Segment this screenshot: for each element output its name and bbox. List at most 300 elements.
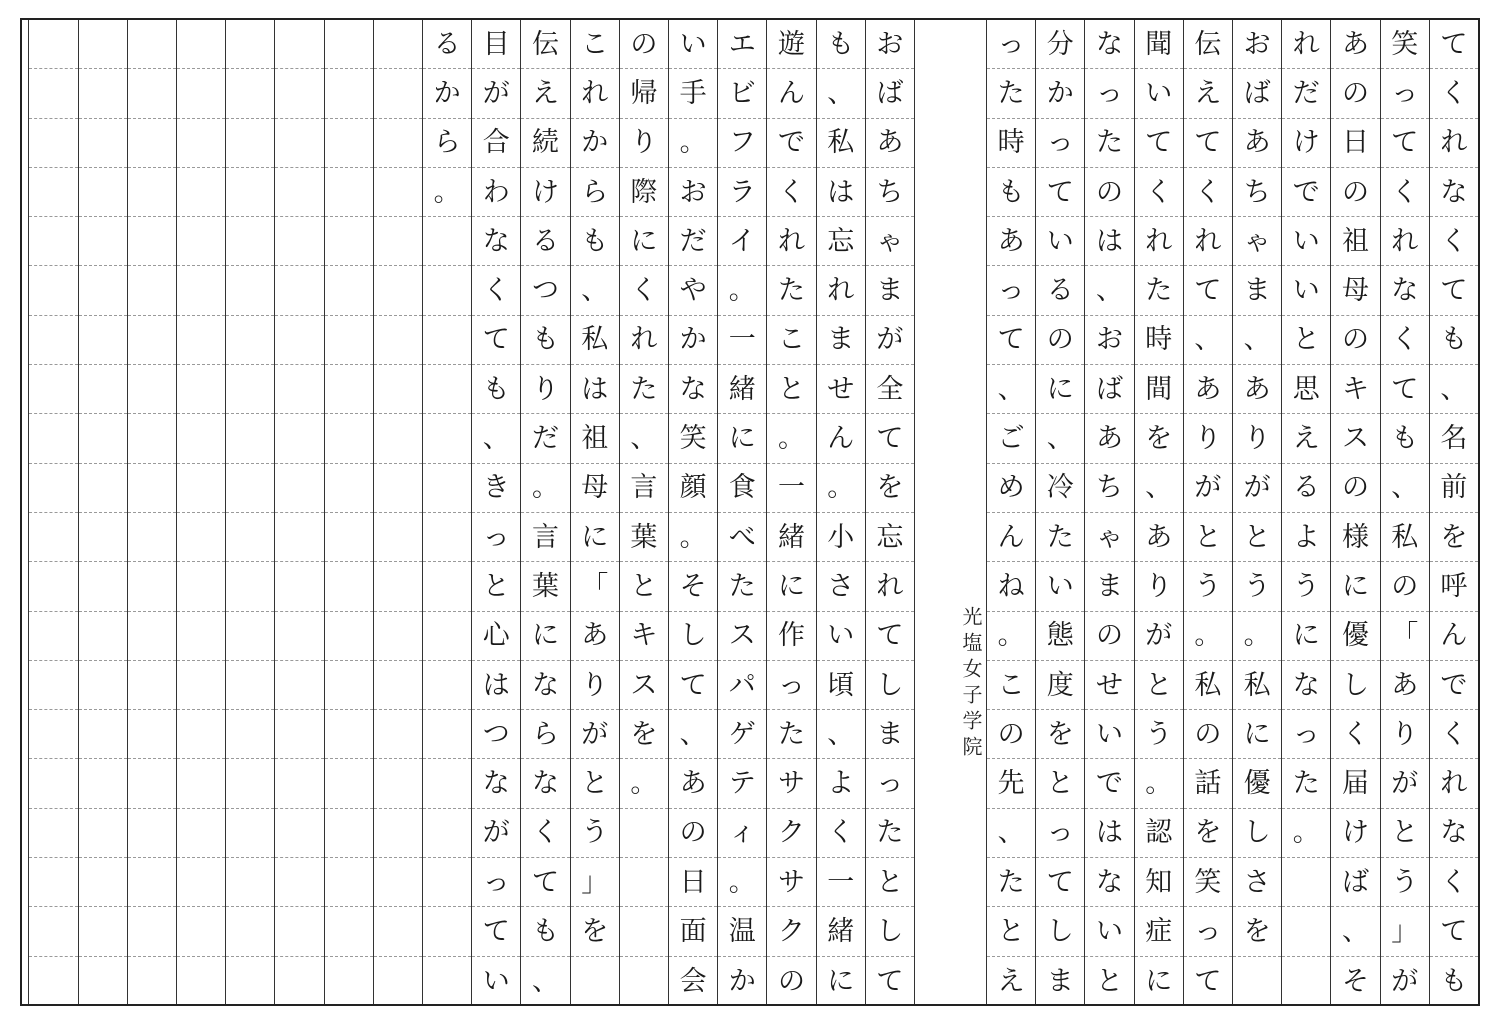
manuscript-cell: し (1331, 661, 1379, 710)
manuscript-cell (423, 414, 471, 463)
manuscript-cell: に (827, 965, 855, 997)
manuscript-cell (226, 957, 274, 1006)
manuscript-cell: を (1036, 710, 1084, 759)
text-column (176, 20, 225, 1004)
manuscript-cell (79, 562, 127, 611)
manuscript-cell: う (1233, 562, 1281, 611)
manuscript-cell (79, 858, 127, 907)
manuscript-cell (128, 365, 176, 414)
manuscript-cell: 笑 (1381, 20, 1429, 69)
manuscript-cell: て (669, 661, 717, 710)
manuscript-cell: く (1135, 168, 1183, 217)
manuscript-cell: ク (767, 907, 815, 956)
manuscript-cell (177, 760, 225, 809)
manuscript-cell: く (767, 168, 815, 217)
manuscript-cell: っ (1381, 69, 1429, 118)
manuscript-cell (325, 119, 373, 168)
manuscript-cell (177, 710, 225, 759)
manuscript-cell (325, 809, 373, 858)
manuscript-cell: り (521, 365, 569, 414)
manuscript-cell: て (1036, 858, 1084, 907)
manuscript-cell: ま (866, 710, 914, 759)
manuscript-cell: り (1135, 562, 1183, 611)
manuscript-cell (374, 858, 422, 907)
text-column (986, 20, 1035, 1004)
manuscript-cell: 前 (1430, 464, 1478, 513)
manuscript-cell: の (1036, 316, 1084, 365)
manuscript-cell (177, 267, 225, 316)
manuscript-cell: 忘 (866, 513, 914, 562)
manuscript-cell: 言 (620, 464, 668, 513)
manuscript-cell: け (1331, 809, 1379, 858)
manuscript-cell: し (866, 907, 914, 956)
manuscript-cell: て (472, 316, 520, 365)
manuscript-cell: る (1036, 267, 1084, 316)
manuscript-cell: く (817, 809, 865, 858)
manuscript-cell (325, 365, 373, 414)
manuscript-cell: な (669, 365, 717, 414)
manuscript-cell (275, 414, 323, 463)
manuscript-cell: な (472, 217, 520, 266)
manuscript-cell: も (571, 217, 619, 266)
manuscript-cell: も (521, 907, 569, 956)
manuscript-cell: て (1381, 365, 1429, 414)
manuscript-cell: あ (1331, 20, 1379, 69)
manuscript-cell: 日 (669, 858, 717, 907)
manuscript-cell: べ (718, 513, 766, 562)
manuscript-cell (79, 316, 127, 365)
manuscript-cell: っ (1085, 69, 1133, 118)
manuscript-cell (79, 464, 127, 513)
manuscript-cell: ラ (718, 168, 766, 217)
manuscript-cell: て (1036, 168, 1084, 217)
manuscript-cell: る (423, 20, 471, 69)
manuscript-cell: き (472, 464, 520, 513)
manuscript-cell (29, 710, 77, 759)
manuscript-cell: 顔 (669, 464, 717, 513)
manuscript-cell: 呼 (1430, 562, 1478, 611)
manuscript-cell: 緒 (817, 907, 865, 956)
manuscript-cell (79, 957, 127, 1006)
school-name: 光塩女子学院 (959, 606, 983, 762)
manuscript-cell: れ (767, 217, 815, 266)
manuscript-cell (275, 661, 323, 710)
manuscript-cell: 私 (1233, 661, 1281, 710)
text-column (1084, 20, 1133, 1004)
text-column (766, 20, 815, 1004)
manuscript-cell: お (1085, 316, 1133, 365)
manuscript-cell: 私 (1184, 661, 1232, 710)
manuscript-cell: ゃ (1085, 513, 1133, 562)
text-column (1380, 20, 1429, 1004)
manuscript-cell: 小 (817, 513, 865, 562)
manuscript-cell (177, 20, 225, 69)
manuscript-cell: 聞 (1135, 20, 1183, 69)
manuscript-cell: に (620, 217, 668, 266)
manuscript-cell (29, 168, 77, 217)
text-column (570, 20, 619, 1004)
manuscript-cell: サ (767, 858, 815, 907)
manuscript-cell: く (1430, 710, 1478, 759)
manuscript-cell (374, 907, 422, 956)
manuscript-cell (275, 957, 323, 1006)
manuscript-cell (275, 612, 323, 661)
text-column (1330, 20, 1379, 1004)
manuscript-cell: 優 (1331, 612, 1379, 661)
manuscript-cell: に (1233, 710, 1281, 759)
manuscript-cell: ス (620, 661, 668, 710)
manuscript-cell: 合 (472, 119, 520, 168)
manuscript-cell: い (482, 965, 510, 997)
manuscript-cell: 態 (1036, 612, 1084, 661)
manuscript-cell: れ (1430, 760, 1478, 809)
manuscript-cell: イ (718, 217, 766, 266)
manuscript-cell: う (571, 809, 619, 858)
text-column (865, 20, 914, 1004)
manuscript-cell (128, 809, 176, 858)
manuscript-cell (29, 907, 77, 956)
manuscript-cell (29, 858, 77, 907)
manuscript-cell: で (1282, 168, 1330, 217)
manuscript-cell: れ (1381, 217, 1429, 266)
manuscript-cell (325, 414, 373, 463)
manuscript-cell (325, 168, 373, 217)
manuscript-cell: ス (718, 612, 766, 661)
manuscript-cell: て (1430, 907, 1478, 956)
manuscript-cell: サ (767, 760, 815, 809)
text-column (717, 20, 766, 1004)
manuscript-cell: が (472, 809, 520, 858)
manuscript-cell (275, 316, 323, 365)
manuscript-cell: た (718, 562, 766, 611)
text-column (1134, 20, 1183, 1004)
manuscript-cell: し (866, 661, 914, 710)
manuscript-cell: っ (472, 858, 520, 907)
manuscript-cell (177, 316, 225, 365)
manuscript-cell: を (571, 907, 619, 956)
manuscript-cell: 分 (1036, 20, 1084, 69)
manuscript-cell: く (1430, 858, 1478, 907)
manuscript-cell: れ (1282, 20, 1330, 69)
manuscript-cell: ば (866, 69, 914, 118)
manuscript-cell (29, 217, 77, 266)
manuscript-cell: あ (1085, 414, 1133, 463)
manuscript-cell: れ (620, 316, 668, 365)
manuscript-cell: ビ (718, 69, 766, 118)
text-column (1183, 20, 1232, 1004)
manuscript-cell: り (571, 661, 619, 710)
manuscript-cell: と (571, 760, 619, 809)
manuscript-cell: て (1184, 267, 1232, 316)
manuscript-cell: ゃ (866, 217, 914, 266)
manuscript-cell: と (1036, 760, 1084, 809)
manuscript-cell: か (423, 69, 471, 118)
manuscript-cell (177, 464, 225, 513)
manuscript-cell: か (571, 119, 619, 168)
manuscript-cell: 時 (1135, 316, 1183, 365)
manuscript-cell (29, 760, 77, 809)
manuscript-cell: 先 (987, 760, 1035, 809)
manuscript-cell: の (1331, 464, 1379, 513)
manuscript-cell (29, 267, 77, 316)
manuscript-cell (79, 907, 127, 956)
manuscript-cell: い (1036, 562, 1084, 611)
manuscript-cell (226, 760, 274, 809)
manuscript-cell: 、 (620, 414, 668, 463)
manuscript-cell: そ (1341, 965, 1369, 997)
manuscript-cell: 、 (1233, 316, 1281, 365)
manuscript-cell: に (718, 414, 766, 463)
manuscript-cell: く (521, 809, 569, 858)
manuscript-cell: 私 (817, 119, 865, 168)
manuscript-cell: 葉 (521, 562, 569, 611)
text-column (1232, 20, 1281, 1004)
manuscript-cell (374, 957, 422, 1006)
manuscript-cell: だ (1282, 69, 1330, 118)
manuscript-cell: っ (1036, 809, 1084, 858)
manuscript-cell: っ (1184, 907, 1232, 956)
manuscript-cell: 一 (817, 858, 865, 907)
manuscript-cell: の (1331, 316, 1379, 365)
manuscript-cell (79, 513, 127, 562)
manuscript-cell: 認 (1135, 809, 1183, 858)
manuscript-cell (325, 464, 373, 513)
manuscript-cell (226, 661, 274, 710)
manuscript-cell: れ (817, 267, 865, 316)
manuscript-cell: で (767, 119, 815, 168)
manuscript-cell (29, 119, 77, 168)
manuscript-cell: ら (571, 168, 619, 217)
manuscript-cell: け (521, 168, 569, 217)
manuscript-cell (226, 20, 274, 69)
manuscript-cell: に (1331, 562, 1379, 611)
manuscript-cell: ら (423, 119, 471, 168)
manuscript-cell: 、 (817, 710, 865, 759)
manuscript-cell (128, 957, 176, 1006)
manuscript-cell (275, 69, 323, 118)
manuscript-cell: ゲ (718, 710, 766, 759)
manuscript-cell (177, 119, 225, 168)
manuscript-cell: キ (620, 612, 668, 661)
manuscript-cell (128, 513, 176, 562)
manuscript-cell (79, 710, 127, 759)
manuscript-cell (226, 217, 274, 266)
manuscript-cell (79, 365, 127, 414)
manuscript-cell (128, 907, 176, 956)
manuscript-cell: ち (1233, 168, 1281, 217)
manuscript-cell: と (1233, 513, 1281, 562)
manuscript-cell: 。 (718, 267, 766, 316)
manuscript-cell: を (1135, 414, 1183, 463)
manuscript-cell: ば (1331, 858, 1379, 907)
text-column (373, 20, 422, 1004)
manuscript-cell: う (1381, 858, 1429, 907)
manuscript-cell (423, 217, 471, 266)
manuscript-cell: 伝 (1184, 20, 1232, 69)
manuscript-cell: さ (817, 562, 865, 611)
manuscript-cell: 。 (1184, 612, 1232, 661)
manuscript-cell (128, 661, 176, 710)
manuscript-cell: に (571, 513, 619, 562)
manuscript-cell: 名 (1430, 414, 1478, 463)
manuscript-cell: つ (472, 710, 520, 759)
manuscript-cell: の (1184, 710, 1232, 759)
manuscript-cell: 、 (1331, 907, 1379, 956)
manuscript-cell (79, 661, 127, 710)
manuscript-cell: 。 (987, 612, 1035, 661)
manuscript-cell (226, 119, 274, 168)
manuscript-cell: な (1282, 661, 1330, 710)
manuscript-cell: と (620, 562, 668, 611)
manuscript-cell: れ (866, 562, 914, 611)
manuscript-cell (325, 710, 373, 759)
manuscript-cell (620, 957, 668, 1006)
manuscript-cell (79, 217, 127, 266)
manuscript-cell: 頃 (817, 661, 865, 710)
manuscript-cell: め (987, 464, 1035, 513)
text-column (127, 20, 176, 1004)
text-column (28, 20, 77, 1004)
manuscript-cell (423, 365, 471, 414)
manuscript-cell: 遊 (767, 20, 815, 69)
manuscript-cell (128, 414, 176, 463)
manuscript-cell: あ (987, 217, 1035, 266)
manuscript-cell (128, 858, 176, 907)
manuscript-cell: 、 (1430, 365, 1478, 414)
manuscript-cell (128, 119, 176, 168)
manuscript-cell: 際 (620, 168, 668, 217)
manuscript-cell (275, 907, 323, 956)
manuscript-cell: ば (1233, 69, 1281, 118)
manuscript-cell: 、 (817, 69, 865, 118)
manuscript-cell: お (669, 168, 717, 217)
manuscript-cell (423, 562, 471, 611)
manuscript-cell (29, 365, 77, 414)
manuscript-cell: ク (767, 809, 815, 858)
text-column (471, 20, 520, 1004)
manuscript-cell (374, 20, 422, 69)
manuscript-cell: あ (1381, 661, 1429, 710)
manuscript-cell: い (1282, 217, 1330, 266)
manuscript-cell: と (767, 365, 815, 414)
manuscript-cell: な (1085, 858, 1133, 907)
manuscript-cell: ま (817, 316, 865, 365)
manuscript-cell: う (1184, 562, 1232, 611)
manuscript-cell (29, 612, 77, 661)
manuscript-cell (128, 612, 176, 661)
manuscript-cell: 症 (1135, 907, 1183, 956)
manuscript-cell (226, 365, 274, 414)
manuscript-cell: の (620, 20, 668, 69)
manuscript-cell (325, 316, 373, 365)
manuscript-cell: っ (1282, 710, 1330, 759)
manuscript-cell (177, 661, 225, 710)
manuscript-cell: ん (817, 414, 865, 463)
manuscript-cell: し (1036, 907, 1084, 956)
manuscript-cell (226, 316, 274, 365)
manuscript-cell (29, 20, 77, 69)
text-column (225, 20, 274, 1004)
manuscript-cell (325, 20, 373, 69)
manuscript-cell (128, 760, 176, 809)
manuscript-cell (423, 710, 471, 759)
manuscript-cell (374, 365, 422, 414)
manuscript-cell (423, 957, 471, 1006)
manuscript-cell: く (620, 267, 668, 316)
manuscript-cell (374, 513, 422, 562)
manuscript-cell: た (1282, 760, 1330, 809)
manuscript-cell: り (620, 119, 668, 168)
manuscript-cell: ち (866, 168, 914, 217)
manuscript-cell (1282, 907, 1330, 956)
manuscript-cell (29, 661, 77, 710)
text-column (324, 20, 373, 1004)
manuscript-cell (275, 168, 323, 217)
manuscript-cell (325, 760, 373, 809)
manuscript-cell: 、 (1184, 316, 1232, 365)
manuscript-cell: を (1430, 513, 1478, 562)
manuscript-cell (226, 168, 274, 217)
manuscript-cell: ま (1233, 267, 1281, 316)
manuscript-cell (374, 168, 422, 217)
manuscript-cell: 、 (1135, 464, 1183, 513)
manuscript-cell: の (1085, 168, 1133, 217)
manuscript-cell (275, 217, 323, 266)
manuscript-cell: が (571, 710, 619, 759)
manuscript-cell (177, 217, 225, 266)
manuscript-cell: は (472, 661, 520, 710)
manuscript-cell: を (620, 710, 668, 759)
manuscript-cell: が (1233, 464, 1281, 513)
manuscript-cell (79, 267, 127, 316)
manuscript-cell (423, 513, 471, 562)
manuscript-columns (22, 20, 1478, 1004)
manuscript-cell: パ (718, 661, 766, 710)
manuscript-cell: 。 (817, 464, 865, 513)
manuscript-cell: く (1430, 217, 1478, 266)
manuscript-cell (79, 612, 127, 661)
manuscript-cell: と (987, 907, 1035, 956)
manuscript-cell: と (1381, 809, 1429, 858)
manuscript-cell (620, 858, 668, 907)
manuscript-cell (128, 464, 176, 513)
manuscript-cell (374, 217, 422, 266)
manuscript-cell: る (521, 217, 569, 266)
manuscript-cell (423, 267, 471, 316)
manuscript-cell: な (1085, 20, 1133, 69)
manuscript-cell: あ (1184, 365, 1232, 414)
manuscript-cell (275, 464, 323, 513)
manuscript-cell: あ (1135, 513, 1183, 562)
manuscript-cell (325, 907, 373, 956)
manuscript-cell: 」 (1381, 907, 1429, 956)
manuscript-cell: わ (472, 168, 520, 217)
manuscript-cell: と (1135, 661, 1183, 710)
manuscript-cell (325, 612, 373, 661)
manuscript-cell: の (777, 965, 805, 997)
manuscript-cell: い (669, 20, 717, 69)
manuscript-cell (128, 562, 176, 611)
manuscript-cell: ち (1085, 464, 1133, 513)
manuscript-cell: に (1145, 965, 1173, 997)
manuscript-cell: あ (571, 612, 619, 661)
manuscript-cell: よ (817, 760, 865, 809)
manuscript-cell: 。 (1135, 760, 1183, 809)
manuscript-cell: そ (669, 562, 717, 611)
manuscript-cell (29, 809, 77, 858)
manuscript-cell (423, 858, 471, 907)
manuscript-cell: だ (521, 414, 569, 463)
